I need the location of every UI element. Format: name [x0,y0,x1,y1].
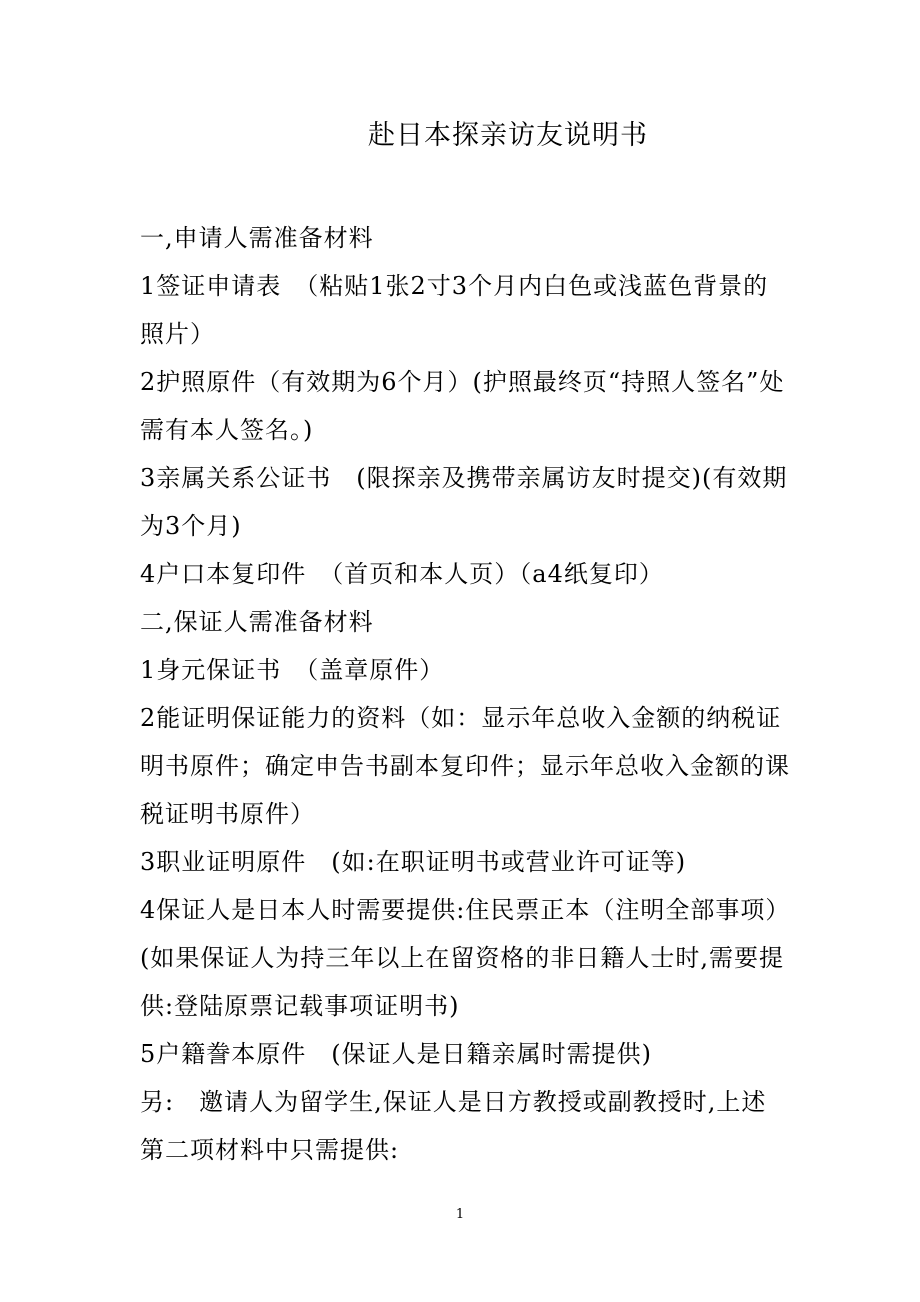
guarantor-item-3: 3职业证明原件 (如:在职证明书或营业许可证等) [140,848,687,876]
section-heading-guarantor: 二,保证人需准备材料 [140,608,374,636]
document-body [140,214,790,1174]
guarantor-item-5: 5户籍誊本原件 (保证人是日籍亲属时需提供) [140,1040,652,1068]
applicant-item-2: 2护照原件（有效期为6个月）(护照最终页“持照人签名”处需有本人签名。) [140,368,785,444]
applicant-item-4: 4户口本复印件 （首页和本人页）（a4纸复印） [140,560,664,588]
additional-note: 另: 邀请人为留学生,保证人是日方教授或副教授时,上述第二项材料中只需提供: [140,1088,767,1164]
guarantor-item-1: 1身元保证书 （盖章原件） [140,656,445,684]
section-heading-applicant: 一,申请人需准备材料 [140,224,374,252]
applicant-item-1: 1签证申请表 （粘贴1张2寸3个月内白色或浅蓝色背景的照片） [140,272,769,348]
applicant-item-3: 3亲属关系公证书 (限探亲及携带亲属访友时提交)(有效期为3个月) [140,464,788,540]
guarantor-item-4: 4保证人是日本人时需要提供:住民票正本（注明全部事项）(如果保证人为持三年以上在留资格的非日籍人士时,需要提供:登陆原票记载事项证明书) [140,896,784,1020]
guarantor-item-2: 2能证明保证能力的资料（如：显示年总收入金额的纳税证明书原件；确定申告书副本复印件；显示年总收入金额的课税证明书原件） [140,704,790,828]
document-title: 赴日本探亲访友说明书 [368,120,648,151]
page-number: 1 [455,1207,465,1222]
